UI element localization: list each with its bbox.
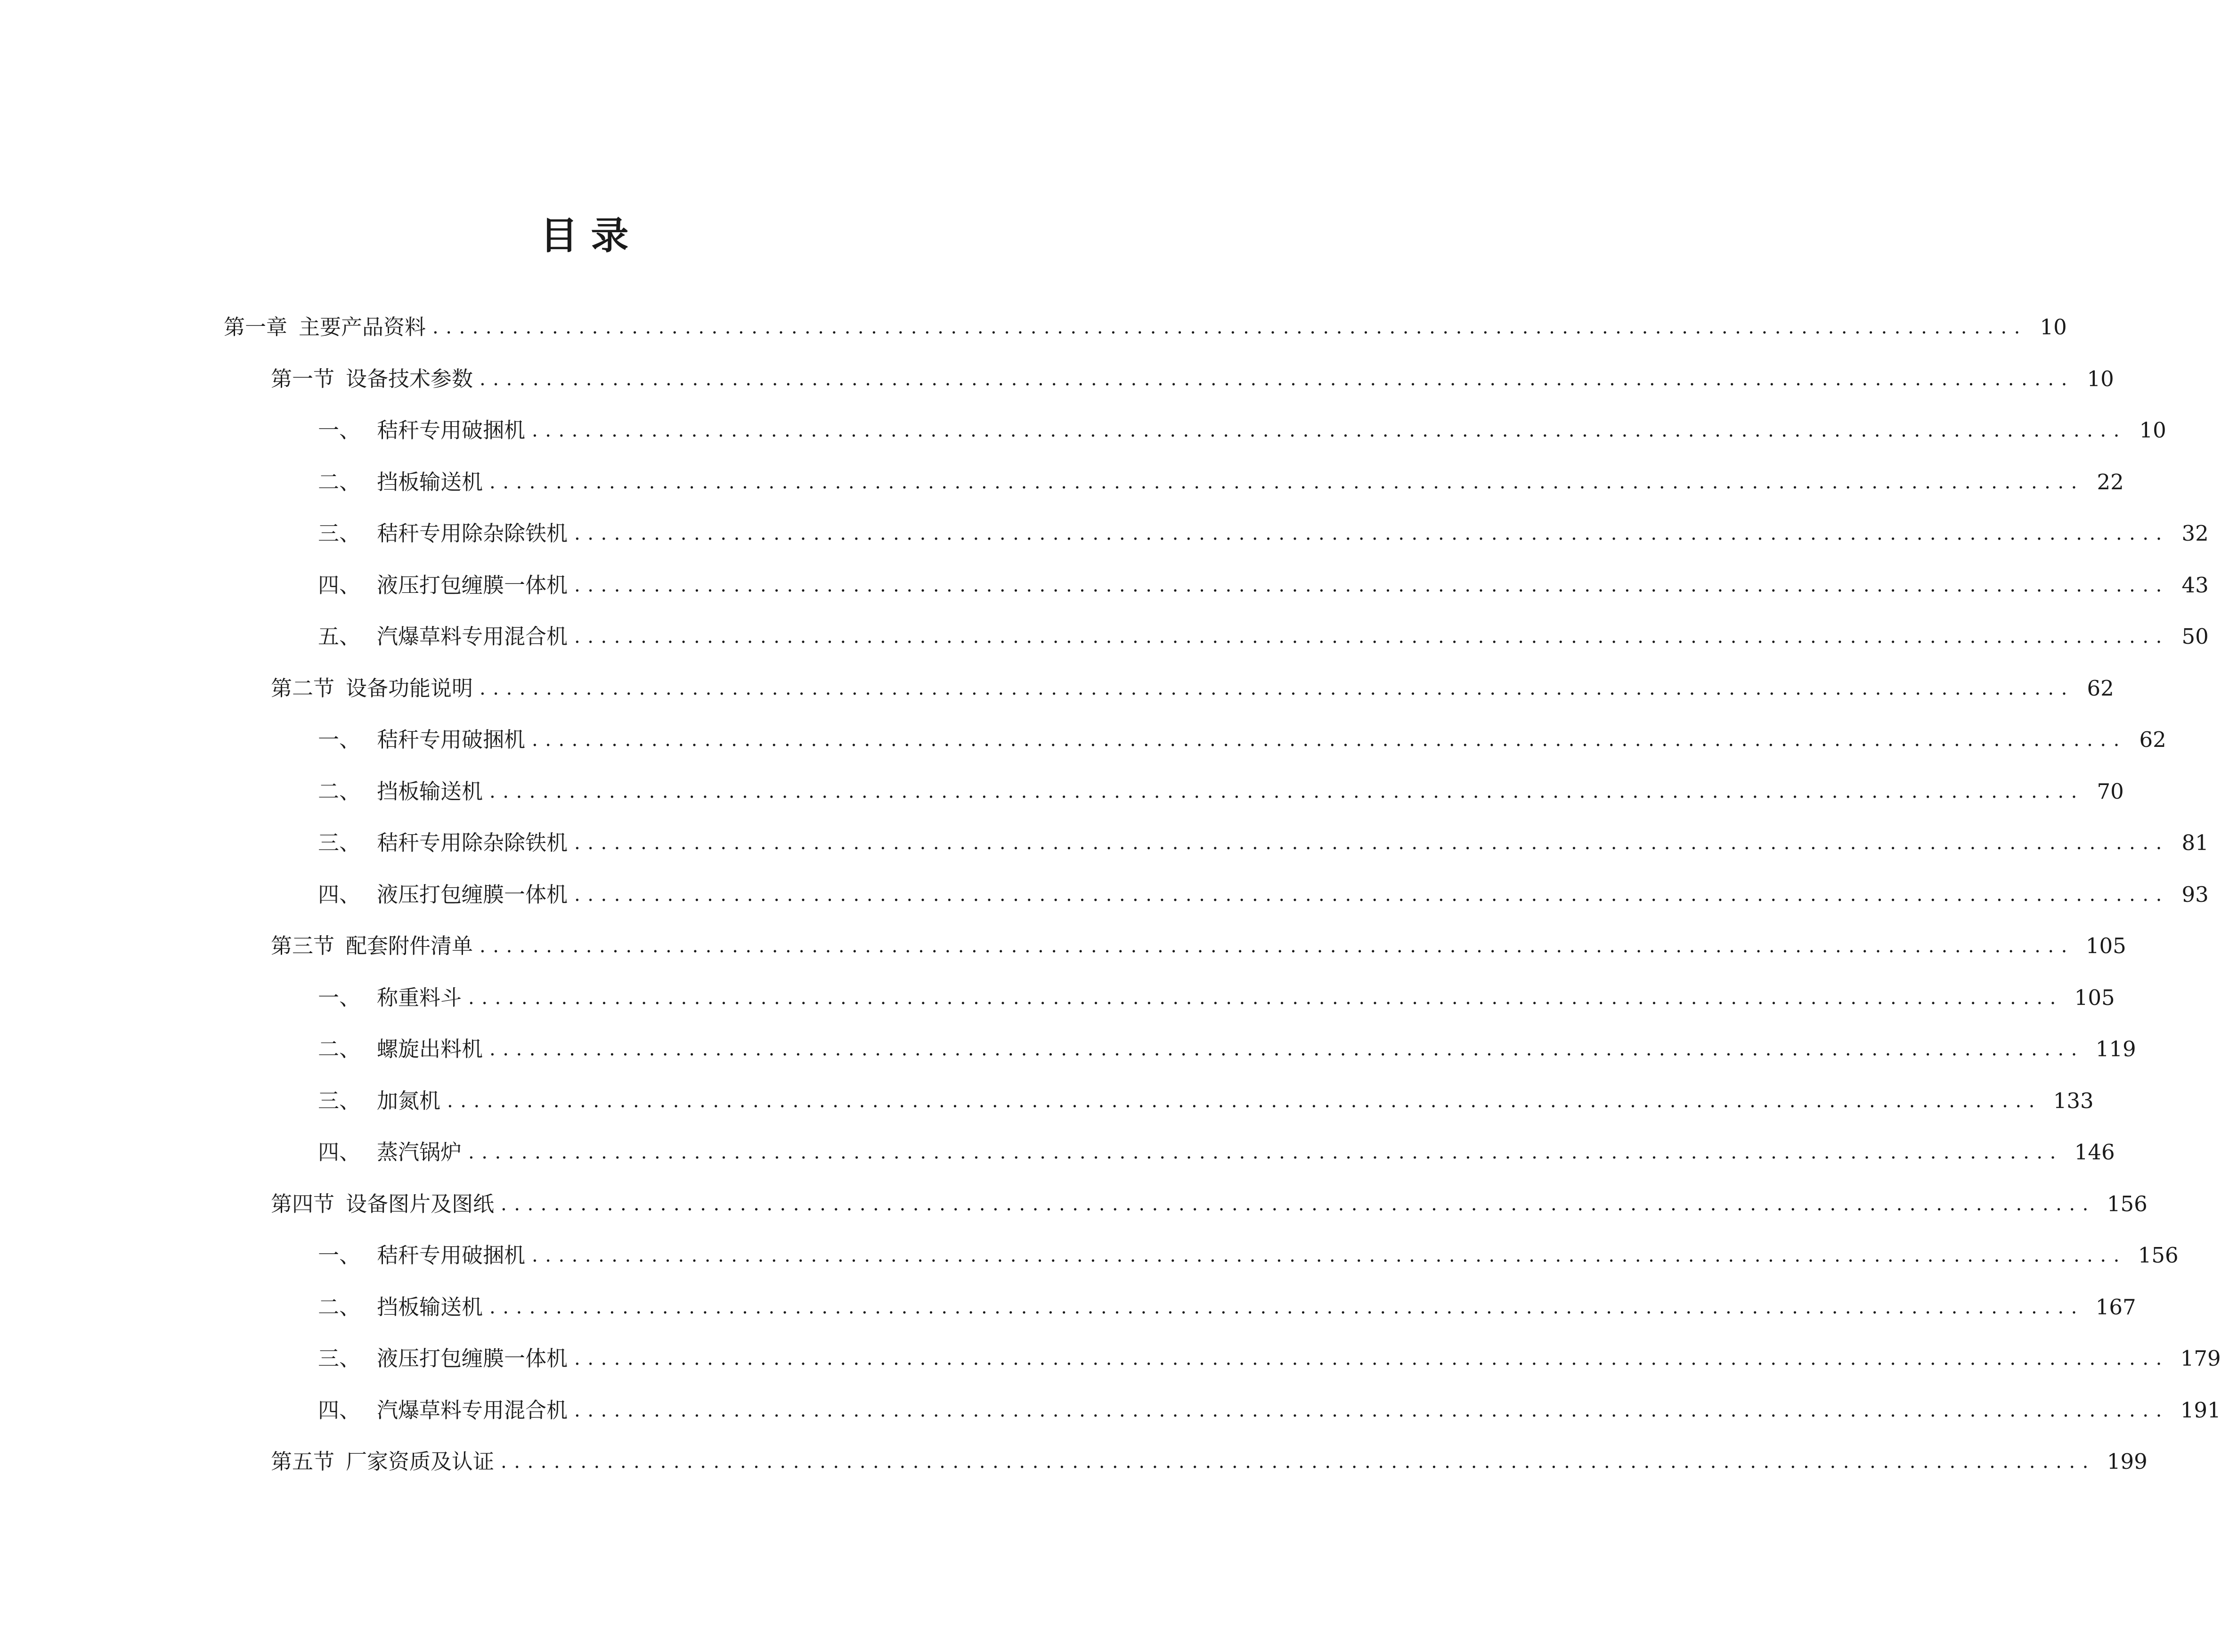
toc-entry[interactable] (271, 358, 2114, 400)
toc-entry-title (318, 822, 568, 864)
dot-leader: ........................................................................................................................ (501, 1193, 2096, 1215)
toc-entry-title (271, 358, 473, 400)
toc-entry-number: 一、 (318, 727, 361, 752)
dot-leader: ........................................................................................................................ (574, 574, 2169, 596)
toc-page-number: 43 (2181, 572, 2209, 598)
toc-entry-title (318, 1028, 483, 1070)
toc-entry-title (318, 1080, 440, 1122)
toc-page-number: 133 (2053, 1088, 2094, 1113)
toc-entry-title (318, 770, 483, 813)
toc-entry[interactable] (318, 1337, 2221, 1380)
toc-entry-title (318, 719, 525, 761)
toc-page-number: 199 (2107, 1449, 2148, 1474)
toc-entry-number: 一、 (318, 1243, 361, 1268)
toc-entry-label: 汽爆草料专用混合机 (377, 1397, 568, 1423)
toc-page-number: 156 (2138, 1243, 2179, 1268)
dot-leader: ........................................................................................................................ (447, 1090, 2042, 1112)
toc-entry[interactable] (271, 1183, 2148, 1225)
toc-entry-title (318, 1131, 462, 1174)
toc-entry[interactable] (271, 667, 2114, 710)
toc-entry[interactable] (318, 615, 2209, 658)
toc-entry[interactable] (318, 564, 2209, 607)
toc-page-number: 22 (2097, 469, 2124, 494)
toc-entry[interactable] (318, 461, 2124, 503)
toc-entry-label: 配套附件清单 (346, 933, 473, 958)
toc-entry[interactable] (318, 512, 2209, 555)
toc-entry-number: 三、 (318, 830, 361, 855)
toc-entry[interactable] (224, 306, 2067, 348)
toc-entry-label: 加氮机 (377, 1088, 441, 1113)
toc-entry-label: 挡板输送机 (377, 1294, 483, 1320)
dot-leader: ........................................................................................................................ (574, 523, 2169, 544)
toc-entry[interactable] (318, 874, 2209, 916)
toc-page-number: 62 (2087, 675, 2114, 701)
toc-page-number: 179 (2180, 1346, 2221, 1371)
dot-leader: ........................................................................................................................ (468, 987, 2063, 1009)
toc-entry-number: 二、 (318, 469, 361, 494)
toc-entry-label: 厂家资质及认证 (346, 1449, 495, 1474)
toc-entry-label: 秸秆专用除杂除铁机 (377, 830, 568, 855)
toc-entry-title (318, 461, 483, 503)
dot-leader: ........................................................................................................................ (489, 471, 2084, 493)
dot-leader: ........................................................................................................................ (532, 729, 2127, 751)
toc-entry-title (271, 1441, 494, 1483)
toc-entry-title (318, 409, 525, 452)
toc-entry-number: 二、 (318, 1294, 361, 1320)
toc-page-number: 105 (2074, 985, 2115, 1010)
toc-entry-title (318, 512, 568, 555)
dot-leader: ........................................................................................................................ (489, 1296, 2084, 1318)
toc-entry-number: 四、 (318, 1140, 361, 1165)
toc-entry-label: 汽爆草料专用混合机 (377, 624, 568, 649)
dot-leader: ........................................................................................................................ (480, 677, 2075, 699)
toc-page-number: 32 (2181, 521, 2209, 546)
toc-entry-title (224, 306, 426, 348)
dot-leader: ........................................................................................................................ (432, 316, 2027, 338)
toc-entry[interactable] (318, 1080, 2094, 1122)
toc-entry[interactable] (318, 822, 2209, 864)
toc-page-number: 70 (2097, 778, 2124, 804)
toc-page-number: 50 (2181, 624, 2209, 649)
toc-entry-number: 五、 (318, 624, 361, 649)
toc-entry[interactable] (318, 1131, 2115, 1174)
toc-entry-label: 液压打包缠膜一体机 (377, 572, 568, 598)
toc-entry[interactable] (318, 977, 2115, 1019)
toc-page-number: 62 (2139, 727, 2166, 752)
dot-leader: ........................................................................................................................ (574, 832, 2169, 854)
toc-entry-number: 第一节 (271, 366, 335, 391)
toc-entry-label: 液压打包缠膜一体机 (377, 882, 568, 907)
toc-entry-label: 秸秆专用破捆机 (377, 418, 526, 443)
toc-entry-label: 螺旋出料机 (377, 1037, 483, 1061)
toc-entry-number: 第四节 (271, 1191, 335, 1216)
toc-entry-label: 称重料斗 (377, 985, 462, 1010)
toc-entry[interactable] (318, 770, 2124, 813)
toc-entry-label: 蒸汽锅炉 (377, 1140, 462, 1165)
toc-entry-number: 一、 (318, 985, 361, 1010)
toc-entry-number: 第三节 (271, 933, 335, 958)
toc-entry-number: 第五节 (271, 1449, 335, 1474)
dot-leader: ........................................................................................................................ (489, 780, 2084, 802)
toc-entry-title (318, 874, 568, 916)
toc-entry-title (271, 1183, 494, 1225)
page-title: 目 录 (540, 213, 629, 258)
toc-entry[interactable] (318, 719, 2166, 761)
dot-leader: ........................................................................................................................ (480, 368, 2075, 390)
toc-entry-label: 设备图片及图纸 (346, 1191, 495, 1216)
toc-page-number: 156 (2107, 1191, 2148, 1216)
toc-page-number: 191 (2180, 1397, 2221, 1423)
toc-entry-label: 主要产品资料 (299, 315, 426, 340)
dot-leader: ........................................................................................................................ (501, 1451, 2096, 1473)
toc-page-number: 10 (2139, 418, 2166, 443)
toc-entry-title (318, 615, 568, 658)
toc-entry-number: 第一章 (224, 315, 288, 340)
toc-entry-title (318, 1234, 525, 1277)
toc-entry[interactable] (318, 1286, 2136, 1328)
dot-leader: ........................................................................................................................ (574, 1348, 2169, 1369)
toc-page-number: 167 (2095, 1294, 2136, 1320)
dot-leader: ........................................................................................................................ (532, 1245, 2127, 1266)
toc-page-number: 93 (2181, 882, 2209, 907)
toc-page-number: 146 (2074, 1140, 2115, 1165)
toc-page-number: 10 (2087, 366, 2114, 391)
toc-entry-number: 四、 (318, 1397, 361, 1423)
dot-leader: ........................................................................................................................ (574, 883, 2169, 906)
toc-entry-label: 挡板输送机 (377, 778, 483, 804)
toc-entry-label: 秸秆专用除杂除铁机 (377, 521, 568, 546)
toc-entry-label: 秸秆专用破捆机 (377, 1243, 526, 1268)
toc-entry-label: 挡板输送机 (377, 469, 483, 494)
toc-entry-number: 四、 (318, 572, 361, 598)
dot-leader: ........................................................................................................................ (574, 1399, 2169, 1421)
toc-entry-label: 设备技术参数 (346, 366, 473, 391)
dot-leader: ........................................................................................................................ (574, 626, 2169, 648)
dot-leader: ........................................................................................................................ (532, 420, 2127, 441)
dot-leader: ........................................................................................................................ (468, 1142, 2063, 1163)
toc-entry[interactable] (271, 1441, 2148, 1483)
toc-entry[interactable] (318, 1234, 2179, 1277)
toc-entry-title (318, 564, 568, 607)
toc-entry-title (318, 1337, 568, 1380)
toc-page-number: 10 (2040, 315, 2067, 340)
toc-entry-number: 三、 (318, 1088, 361, 1113)
toc-entry-number: 一、 (318, 418, 361, 443)
toc-entry[interactable] (318, 1389, 2221, 1432)
toc-page-number: 105 (2085, 933, 2126, 958)
toc-entry[interactable] (318, 409, 2166, 452)
toc-entry-number: 四、 (318, 882, 361, 907)
toc-entry-title (318, 1286, 483, 1328)
toc-entry-title (318, 1389, 568, 1432)
toc-entry[interactable] (318, 1028, 2136, 1070)
toc-entry-number: 第二节 (271, 675, 335, 701)
toc-entry[interactable] (271, 925, 2126, 967)
toc-entry-title (271, 925, 473, 967)
dot-leader: ........................................................................................................................ (480, 935, 2075, 957)
toc-entry-label: 设备功能说明 (346, 675, 473, 701)
toc-entry-title (271, 667, 473, 710)
toc-entry-label: 秸秆专用破捆机 (377, 727, 526, 752)
toc-page-number: 119 (2095, 1037, 2136, 1061)
toc-entry-title (318, 977, 462, 1019)
dot-leader: ........................................................................................................................ (489, 1038, 2084, 1060)
toc-entry-number: 二、 (318, 778, 361, 804)
toc-entry-number: 二、 (318, 1037, 361, 1061)
toc-page-number: 81 (2181, 830, 2209, 855)
toc-entry-number: 三、 (318, 1346, 361, 1371)
toc-entry-number: 三、 (318, 521, 361, 546)
toc-entry-label: 液压打包缠膜一体机 (377, 1346, 568, 1371)
